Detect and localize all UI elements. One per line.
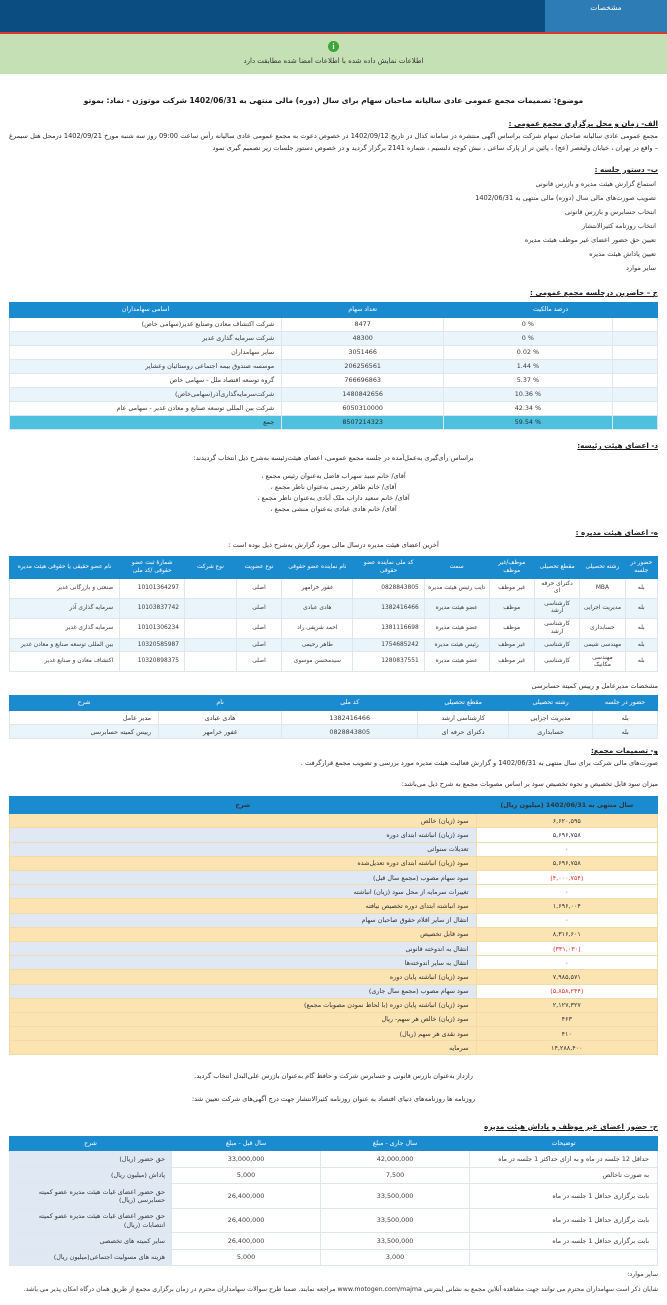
cell-previous-amount: 26,400,000 — [172, 1208, 321, 1233]
col-description: شرح — [10, 797, 477, 814]
cell-degree: کارشناسی ارشد — [534, 618, 579, 638]
table-row — [10, 828, 658, 842]
table-row — [10, 927, 658, 941]
table-header-row — [10, 696, 658, 711]
cell-pct: % 0 — [444, 317, 612, 331]
section-e-heading: ه- اعضای هیئت مدیره : — [575, 527, 658, 537]
agenda-item: انتخاب روزنامه کثیرالانتشار — [581, 222, 656, 231]
table-row — [10, 871, 658, 885]
shareholders-table — [9, 302, 658, 430]
table-row — [10, 1027, 658, 1041]
cell-name: هادی عبادی — [159, 711, 282, 725]
cell-description: سود (زیان) خالص — [10, 814, 477, 828]
cell-present: بله — [625, 618, 657, 638]
cell-value: ۴۱۰ — [476, 1027, 657, 1041]
table-row — [10, 345, 658, 359]
cell-rep-name: طاهر رحیمی — [282, 639, 353, 652]
cell-current-amount: 33,500,000 — [321, 1184, 470, 1209]
cell-current-amount: 7,500 — [321, 1167, 470, 1183]
cell-name: موسسه صندوق بیمه اجتماعی روستائیان وعشایر — [10, 359, 282, 373]
table-header-row — [10, 303, 658, 318]
cell-notes: بابت برگزاری حداقل 1 جلسه در ماه — [470, 1184, 658, 1209]
col-fiscal-year-value: سال منتهی به 1402/06/31 (میلیون ریال) — [476, 797, 657, 814]
cell-value: ۱,۶۹۶,۰۰۴ — [476, 899, 657, 913]
agenda-item: استماع گزارش هیئت مدیره و بازرس قانونی — [535, 180, 656, 189]
agenda-item: تصویب صورت‌های مالی سال (دوره) مالی منتهی به 1402/06/31 — [475, 194, 656, 203]
list-item: آقای/ خانم سعید داراب ملک آبادی به‌عنوان ناظر مجمع ، — [257, 494, 410, 503]
board-fees-table — [9, 1136, 658, 1266]
cell-previous-amount: 5,000 — [172, 1167, 321, 1183]
cell-value: (۳۳۱,۰۳۰) — [476, 941, 657, 955]
cell-company-type — [185, 578, 237, 598]
row-spacer — [612, 415, 657, 429]
cell-company-type — [185, 652, 237, 672]
cell-current-amount: 33,500,000 — [321, 1208, 470, 1233]
col-present: حضور در جلسه — [593, 696, 658, 711]
cell-notes: حداقل 12 جلسه در ماه و به ازای حداکثر 1 جلسه در ماه — [470, 1151, 658, 1167]
table-row — [10, 970, 658, 984]
table-row — [10, 639, 658, 652]
cell-degree: کارشناسی — [534, 639, 579, 652]
table-row — [10, 652, 658, 672]
cell-description: سود (زیان) انباشته پایان دوره — [10, 970, 477, 984]
row-spacer — [612, 373, 657, 387]
table-row — [10, 899, 658, 913]
cell-description: تغییرات سرمایه از محل سود (زیان) انباشته — [10, 885, 477, 899]
cell-present: بله — [625, 578, 657, 598]
cell-value: ۰ — [476, 913, 657, 927]
cell-description: حق حضور اعضای غیات هیئت مدیره عضو کمیته حسابرسی (ریال) — [10, 1184, 172, 1209]
section-h-heading: ح- حضور اعضای غیر موظف و پاداش هیئت مدیره — [484, 1121, 658, 1131]
col-share-count: تعداد سهام — [282, 303, 444, 318]
table-row — [10, 984, 658, 998]
section-a-heading: الف- زمان و محل برگزاری مجمع عمومی : — [508, 119, 658, 128]
col-field: رشته تحصیلی — [508, 696, 592, 711]
table-row — [10, 711, 658, 725]
section-f-body: صورت‌های مالی شرکت برای سال منتهی به 1402/06/31 و گزارش فعالیت هیئت مدیره مورد بررسی و تصویب مجمع قرارگرفت . — [300, 759, 658, 768]
tab-specifications-label: مشخصات — [590, 3, 622, 12]
cell-field: MBA — [580, 578, 625, 598]
cell-description: سرمایه — [10, 1041, 477, 1055]
agenda-item: تعیین حق حضور اعضای غیر موظف هیئت مدیره — [524, 236, 656, 245]
cell-membership-type: اصلی — [236, 618, 281, 638]
row-spacer — [612, 317, 657, 331]
table-row — [10, 317, 658, 331]
profit-allocation-table-body — [10, 814, 658, 1055]
total-pct: % 59.54 — [444, 415, 612, 429]
cell-rep-name: غفور خرامهر — [282, 578, 353, 598]
cell-field: مهندسی مکانیک — [580, 652, 625, 672]
table-row — [10, 401, 658, 415]
cell-employment: غیر موظف — [489, 578, 534, 598]
table-row — [10, 359, 658, 373]
cell-value: ۱۴,۲۸۸,۴۰۰ — [476, 1041, 657, 1055]
table-row — [10, 956, 658, 970]
cell-entity-name: بین المللی توسعه صنایع و معادن غدیر — [10, 639, 120, 652]
cell-field: مدیریت اجرایی — [580, 598, 625, 618]
col-registration-number: شمارۀ ثبت عضو حقوقی /کد ملی — [120, 557, 185, 578]
section-c-heading: ج – حاضرین درجلسه مجمع عمومی : — [529, 288, 658, 298]
cell-employment: غیر موظف — [489, 652, 534, 672]
cell-value: ۴۶۳ — [476, 1012, 657, 1026]
agenda-item: سایر موارد — [626, 264, 656, 273]
cell-value: ۰ — [476, 956, 657, 970]
cell-registration-number: 10101306234 — [120, 618, 185, 638]
cell-role: عضو هیئت مدیره — [424, 618, 489, 638]
top-header-bar — [0, 0, 667, 32]
cell-shares: 48300 — [282, 331, 444, 345]
table-row — [10, 1151, 658, 1167]
cell-name: شرکت سرمایه گذاری غدیر — [10, 331, 282, 345]
cell-role: رییس کمیته حسابرسی — [10, 725, 159, 739]
other-items-label: سایر موارد: — [627, 1271, 658, 1278]
cell-name: شرکت‌سرمایه‌گذاری‌آذر(سهامی‌خاص) — [10, 387, 282, 401]
col-ownership-pct: درصد مالکیت — [444, 303, 658, 318]
cell-description: سود قابل تخصیص — [10, 927, 477, 941]
cell-name: سایر سهامداران — [10, 345, 282, 359]
cell-role: عضو هیئت مدیره — [424, 652, 489, 672]
cell-value: (۴,۰۰۰,۷۵۴) — [476, 871, 657, 885]
cell-rep-national-id: 1754685242 — [353, 639, 424, 652]
cell-value: ۲,۱۲۷,۳۲۷ — [476, 998, 657, 1012]
section-a-body: مجمع عمومی عادی سالیانه صاحبان سهام شرکت براساس آگهی منتشره در سامانه کدال در تاریخ 1402/09/12 در خصوص دعوت به مجمع عمومی عادی سالیانه رأس ساعت 09:00 روز سه شنبه مورخ 1402/09/21 درمحل هتل سیمرغ – واقع در تهران ، خیابان ولیعصر (عج) ، پائین تر از پارک ساعی ، نبش کوچه دلنسیم ، شماره 2141 برگزار گردید و در خصوص دستور جلسات زیر تصمیم گیری نمود — [9, 132, 658, 152]
cell-registration-number: 10320585987 — [120, 639, 185, 652]
cell-present: بله — [593, 725, 658, 739]
cell-description: سود (زیان) خالص هر سهم- ریال — [10, 1012, 477, 1026]
col-name: نام — [159, 696, 282, 711]
section-f-heading: و- تصمیمات مجمع: — [591, 746, 658, 756]
cell-value: ۷,۹۸۵,۵۷۱ — [476, 970, 657, 984]
cell-previous-amount: 26,400,000 — [172, 1233, 321, 1249]
table-row — [10, 387, 658, 401]
section-d-heading: د- اعضای هیئت رئیسه: — [577, 440, 658, 450]
cell-pct: % 5.37 — [444, 373, 612, 387]
cell-pct: % 0 — [444, 331, 612, 345]
table-row — [10, 856, 658, 870]
table-row — [10, 998, 658, 1012]
cell-degree: دکترای حرفه ای — [534, 578, 579, 598]
cell-description: پاداش (میلیون ریال) — [10, 1167, 172, 1183]
cell-notes: بابت برگزاری حداقل 1 جلسه در ماه — [470, 1233, 658, 1249]
table-row — [10, 1184, 658, 1209]
cell-shares: 206256561 — [282, 359, 444, 373]
cell-employment: موظف — [489, 618, 534, 638]
table-row — [10, 1012, 658, 1026]
cell-description: سایر کمیته های تخصصی — [10, 1233, 172, 1249]
ceo-audit-table — [9, 695, 658, 739]
list-item: آقای/ خانم سید سهراب فاضل به‌عنوان رئیس مجمع ، — [261, 472, 406, 481]
list-item: آقای/ خانم هادی عبادی به‌عنوان منشی مجمع ، — [270, 505, 397, 514]
row-spacer — [612, 401, 657, 415]
table-header-row — [10, 1136, 658, 1151]
row-spacer — [612, 387, 657, 401]
tab-specifications[interactable] — [545, 0, 667, 32]
cell-rep-national-id: 1381116698 — [353, 618, 424, 638]
table-row — [10, 1208, 658, 1233]
cell-company-type — [185, 598, 237, 618]
cell-field: مدیریت اجرایی — [508, 711, 592, 725]
col-degree: مقطع تحصیلی — [534, 557, 579, 578]
col-rep-name: نام نماینده عضو حقوقی — [282, 557, 353, 578]
cell-description: سود سهام مصوب (مجمع سال جاری) — [10, 984, 477, 998]
presiding-officers-list — [9, 471, 658, 515]
cell-field: حسابداری — [580, 618, 625, 638]
table-row — [10, 598, 658, 618]
cell-name: گروه توسعه اقتصاد ملل - سهامی خاص — [10, 373, 282, 387]
cell-value: ۵,۶۹۶,۷۵۸ — [476, 856, 657, 870]
table-row — [10, 913, 658, 927]
cell-present: بله — [625, 598, 657, 618]
table-row — [10, 1249, 658, 1265]
agenda-item: انتخاب حسابرس و بازرس قانونی — [564, 208, 656, 217]
cell-description: تعدیلات سنواتی — [10, 842, 477, 856]
col-notes: توضیحات — [470, 1136, 658, 1151]
table-row — [10, 885, 658, 899]
cell-shares: 766696863 — [282, 373, 444, 387]
page-title: موضوع: تصمیمات مجمع عمومی عادی سالیانه صاحبان سهام برای سال (دوره) مالی منتهی به 1402/06/31 شرکت موتوژن - نماد: بموتو — [83, 96, 584, 105]
cell-description: سود نقدی هر سهم (ریال) — [10, 1027, 477, 1041]
cell-shares: 1480842656 — [282, 387, 444, 401]
cell-degree: کارشناسی — [534, 652, 579, 672]
cell-notes: بابت برگزاری حداقل 1 جلسه در ماه — [470, 1208, 658, 1233]
cell-description: هزینه های مسولیت اجتماعی(میلیون ریال) — [10, 1249, 172, 1265]
auditor-selection-note: رازدار به‌عنوان بازرس قانونی و حسابرس شرکت و حافظ گام به‌عنوان بازرس علی‌البدل انتخاب گردید. — [194, 1072, 473, 1081]
col-present: حضور در جلسه — [625, 557, 657, 578]
table-header-row — [10, 797, 658, 814]
board-members-table — [9, 556, 658, 672]
cell-value: ۰ — [476, 885, 657, 899]
list-item: آقای/ خانم طاهر رحیمی به‌عنوان ناظر مجمع ، — [270, 483, 397, 492]
cell-value: (۵,۸۵۸,۲۴۴) — [476, 984, 657, 998]
table-row — [10, 1167, 658, 1183]
cell-degree: کارشناسی ارشد — [534, 598, 579, 618]
table-row — [10, 941, 658, 955]
cell-description: حق حضور اعضای غیات هیئت مدیره عضو کمیته انتصابات (ریال) — [10, 1208, 172, 1233]
cell-employment: موظف — [489, 598, 534, 618]
total-label: جمع — [10, 415, 282, 429]
col-current-year-amount: سال جاری - مبلغ — [321, 1136, 470, 1151]
col-shareholder-name: اسامی سهامداران — [10, 303, 282, 318]
cell-membership-type: اصلی — [236, 598, 281, 618]
cell-description: سود سهام مصوب (مجمع سال قبل) — [10, 871, 477, 885]
table-row — [10, 814, 658, 828]
row-spacer — [612, 331, 657, 345]
cell-name: شرکت بین المللی توسعه صنایع و معادن غدیر - سهامی عام — [10, 401, 282, 415]
shareholders-table-body — [10, 317, 658, 429]
cell-field: حسابداری — [508, 725, 592, 739]
col-degree: مقطع تحصیلی — [418, 696, 509, 711]
cell-registration-number: 10101364297 — [120, 578, 185, 598]
cell-name: شرکت اکتشاف معادن وصنایع غدیر(سهامی خاص) — [10, 317, 282, 331]
cell-employment: غیر موظف — [489, 639, 534, 652]
ceo-audit-table-body — [10, 711, 658, 739]
cell-value: ۶,۶۲۰,۵۹۵ — [476, 814, 657, 828]
cell-field: مهندسی شیمی — [580, 639, 625, 652]
profit-allocation-table — [9, 796, 658, 1055]
section-f-body-2: میزان سود قابل تخصیص و نحوه تخصیص سود بر اساس مصوبات مجمع به شرح ذیل می‌باشد: — [401, 779, 658, 788]
cell-previous-amount: 33,000,000 — [172, 1151, 321, 1167]
cell-rep-name: هادی عبادی — [282, 598, 353, 618]
cell-rep-national-id: 1280837551 — [353, 652, 424, 672]
cell-description: سود (زیان) انباشته ابتدای دوره تعدیل‌شده — [10, 856, 477, 870]
cell-company-type — [185, 618, 237, 638]
cell-role: رئیس هیئت مدیره — [424, 639, 489, 652]
section-b-heading: ب– دستور جلسه : — [594, 165, 658, 175]
table-row — [10, 1041, 658, 1055]
newspaper-selection-note: روزنامه ها روزنامه‌های دنیای اقتصاد به عنوان روزنامه کثیرالانتشار جهت درج آگهی‌های شرکت تعیین شد: — [191, 1094, 476, 1103]
cell-degree: دکترای حرفه ای — [418, 725, 509, 739]
agenda-item: تعیین پاداش هیئت مدیره — [589, 250, 656, 259]
cell-current-amount: 33,500,000 — [321, 1233, 470, 1249]
section-e-intro: آخرین اعضای هیئت مدیره درسال مالی مورد گزارش به‌شرح ذیل بوده است : — [228, 540, 439, 549]
cell-rep-name: سیدمحسن موسوی — [282, 652, 353, 672]
col-field: رشته تحصیلی — [580, 557, 625, 578]
cell-rep-name: احمد شریفی راد — [282, 618, 353, 638]
cell-value: ۰ — [476, 842, 657, 856]
cell-notes — [470, 1249, 658, 1265]
table-row — [10, 373, 658, 387]
cell-national-id: 1382416466 — [282, 711, 418, 725]
cell-value: ۵,۶۹۶,۷۵۸ — [476, 828, 657, 842]
col-company-type: نوع شرکت — [185, 557, 237, 578]
table-row — [10, 331, 658, 345]
cell-description: انتقال از سایر اقلام حقوق صاحبان سهام — [10, 913, 477, 927]
cell-membership-type: اصلی — [236, 639, 281, 652]
col-role: شرح — [10, 696, 159, 711]
cell-description: حق حضور (ریال) — [10, 1151, 172, 1167]
table-row — [10, 1233, 658, 1249]
cell-description: انتقال به اندوخته قانونی — [10, 941, 477, 955]
cell-previous-amount: 5,000 — [172, 1249, 321, 1265]
table-row — [10, 618, 658, 638]
row-spacer — [612, 359, 657, 373]
cell-shares: 6050310000 — [282, 401, 444, 415]
col-membership-type: نوع عضویت — [236, 557, 281, 578]
cell-present: بله — [593, 711, 658, 725]
cell-description: سود انباشته ابتدای دوره تخصیص نیافته — [10, 899, 477, 913]
cell-present: بله — [625, 639, 657, 652]
cell-notes: به صورت ناخالص — [470, 1167, 658, 1183]
board-members-table-body — [10, 578, 658, 672]
footer-note: شایان ذکر است سهامداران محترم می توانند جهت مشاهده آنلاین مجمع به نشانی اینترنتی www.motogen.com/majma مراجعه نمایند. ضمنا طرح سوالات سهامداران محترم در زمان برگزاری مجمع از طریق همان درگاه امکان پذیر می باشد. — [23, 1285, 658, 1293]
ceo-table-caption: مشخصات مدیرعامل و رییس کمیته حسابرسی — [531, 682, 658, 691]
cell-shares: 3051466 — [282, 345, 444, 359]
cell-pct: % 42.34 — [444, 401, 612, 415]
cell-membership-type: اصلی — [236, 652, 281, 672]
cell-role: عضو هیئت مدیره — [424, 598, 489, 618]
cell-shares: 8477 — [282, 317, 444, 331]
cell-value: ۸,۳۱۶,۶۰۱ — [476, 927, 657, 941]
cell-name: غفور خرامهر — [159, 725, 282, 739]
cell-registration-number: 10320898375 — [120, 652, 185, 672]
cell-national-id: 0828843805 — [282, 725, 418, 739]
cell-rep-national-id: 0828843805 — [353, 578, 424, 598]
cell-registration-number: 10103837742 — [120, 598, 185, 618]
cell-role: نایب رئیس هیئت مدیره — [424, 578, 489, 598]
total-shares: 8507214323 — [282, 415, 444, 429]
cell-description: انتقال به سایر اندوخته‌ها — [10, 956, 477, 970]
col-national-id: کد ملی — [282, 696, 418, 711]
cell-description: سود (زیان) انباشته پایان دوره (با لحاظ نمودن مصوبات مجمع) — [10, 998, 477, 1012]
cell-current-amount: 42,000,000 — [321, 1151, 470, 1167]
table-header-row — [10, 557, 658, 578]
cell-company-type — [185, 639, 237, 652]
cell-present: بله — [625, 652, 657, 672]
col-role: سمت — [424, 557, 489, 578]
cell-pct: % 1.44 — [444, 359, 612, 373]
cell-pct: % 0.02 — [444, 345, 612, 359]
col-entity-name: نام عضو حقیقی یا حقوقی هیئت مدیره — [10, 557, 120, 578]
table-row — [10, 578, 658, 598]
info-icon: i — [328, 41, 339, 52]
cell-membership-type: اصلی — [236, 578, 281, 598]
cell-description: سود (زیان) انباشته ابتدای دوره — [10, 828, 477, 842]
signature-match-notice-text: اطلاعات نمایش داده شده با اطلاعات امضا شده مطابقت دارد — [243, 57, 424, 65]
board-fees-table-body — [10, 1151, 658, 1266]
cell-entity-name: صنعتی و بازرگانی غدیر — [10, 578, 120, 598]
section-d-intro: براساس رأی‌گیری به‌عمل‌آمده در جلسه مجمع عمومی، اعضای هیئت‌رئیسه به‌شرح ذیل انتخاب گردیدند: — [193, 453, 474, 462]
col-employment: موظف/غیر موظف — [489, 557, 534, 578]
cell-entity-name: سرمایه گذاری آذر — [10, 598, 120, 618]
table-row — [10, 725, 658, 739]
cell-current-amount: 3,000 — [321, 1249, 470, 1265]
col-description: شرح — [10, 1136, 172, 1151]
table-total-row — [10, 415, 658, 429]
signature-match-notice — [0, 34, 667, 74]
cell-role: مدیر عامل — [10, 711, 159, 725]
cell-degree: کارشناسی ارشد — [418, 711, 509, 725]
cell-previous-amount: 26,400,000 — [172, 1184, 321, 1209]
row-spacer — [612, 345, 657, 359]
col-rep-national-id: کد ملی نماینده عضو حقوقی — [353, 557, 424, 578]
cell-rep-national-id: 1382416466 — [353, 598, 424, 618]
cell-entity-name: سرمایه گذاری غدیر — [10, 618, 120, 638]
cell-pct: % 10.36 — [444, 387, 612, 401]
table-row — [10, 842, 658, 856]
cell-entity-name: اکتشاف معادن و صنایع غدیر — [10, 652, 120, 672]
col-previous-year-amount: سال قبل - مبلغ — [172, 1136, 321, 1151]
